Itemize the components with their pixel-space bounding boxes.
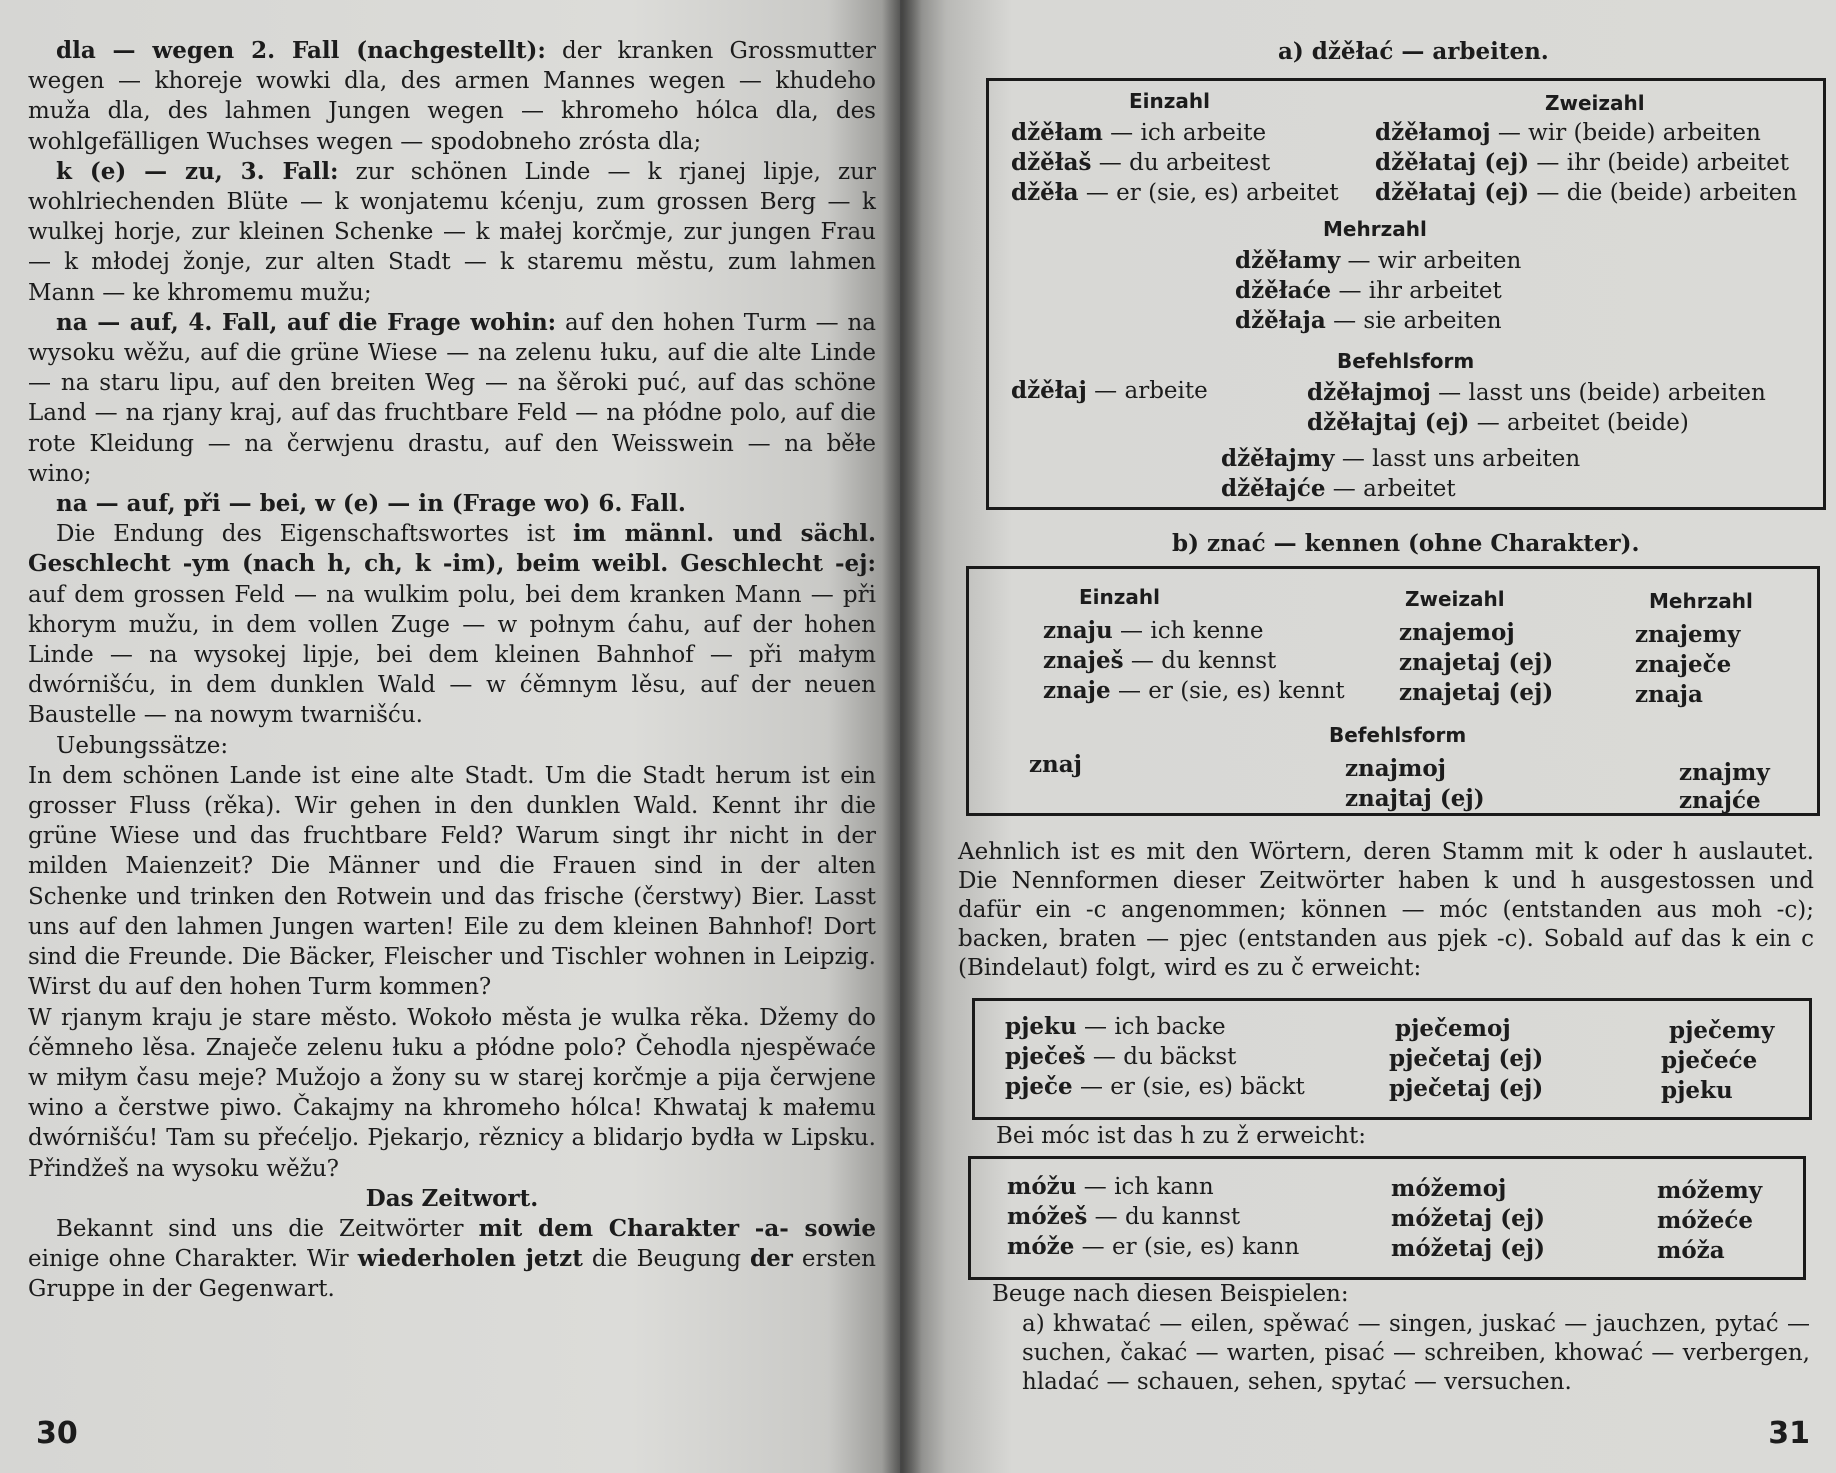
befehl-2: džěłajmoj — lasst uns (beide) arbeiten (1307, 379, 1766, 406)
left-paragraph: Das Zeitwort. (365, 1184, 539, 1212)
einzahl-1: znaju — ich kenne (1043, 617, 1264, 644)
zweizahl-2: džěłataj (ej) — ihr (beide) arbeitet (1375, 149, 1789, 176)
left-paragraph: Die Endung des Eigenschaftswortes ist im männl. und sächl. Geschlecht -ym (nach h, ch, k -im), beim weibl. Geschlecht -ej: auf dem grossen Feld — na wulkim polu, bei dem kranken Mann — při khorym mužu, in dem vollen Zuge — w połnym ćahu, auf der hohen Linde — na wysokej lipje, bei dem kleinen Bahnhof — při małym dwórnišću, in dem dunklen Wald — w ćěmnym lěsu, auf der neuen Baustelle — na nowym twarnišću. (28, 520, 876, 729)
mehrzahl-2: móžeće (1657, 1207, 1754, 1234)
conjugation-box-arbeiten (986, 78, 1826, 510)
book-gutter (882, 0, 922, 1473)
zweizahl-3: džěłataj (ej) — die (beide) arbeiten (1375, 179, 1798, 206)
zweizahl-2: pječetaj (ej) (1389, 1045, 1544, 1072)
section-title-b: b) znać — kennen (ohne Charakter). (1172, 530, 1640, 557)
left-paragraph: dla — wegen 2. Fall (nachgestellt): der kranken Grossmutter wegen — khoreje wowki dla, des armen Mannes wegen — khudeho muža dla, des lahmen Jungen wegen — khromeho hólca dla, des wohlgefälligen Wuchses wegen — spodobneho zrósta dla; (28, 37, 876, 155)
zweizahl-2: znajetaj (ej) (1399, 649, 1554, 676)
left-paragraph: na — auf, 4. Fall, auf die Frage wohin: auf den hohen Turm — na wysoku wěžu, auf die grüne Wiese — na zelenu łuku, auf die alte Linde — na staru lipu, auf den breiten Weg — na šěroki puć, auf das schöne Land — na rjany kraj, auf das fruchtbare Feld — na płódne polo, auf die rote Kleidung — na čerwjenu drastu, auf den Weisswein — na běłe wino; (28, 308, 876, 487)
header-mehrzahl: Mehrzahl (1649, 589, 1753, 613)
page-number-right: 31 (1768, 1416, 1810, 1451)
page-number-left: 30 (36, 1416, 78, 1451)
mehrzahl-3: pjeku (1661, 1077, 1733, 1104)
mehrzahl-1: džěłamy — wir arbeiten (1235, 247, 1522, 274)
mehrzahl-2: džěłaće — ihr arbeitet (1235, 277, 1502, 304)
conjugation-box-koennen (968, 1156, 1806, 1280)
zweizahl-1: džěłamoj — wir (beide) arbeiten (1375, 119, 1761, 146)
left-page (0, 0, 900, 1473)
mehrzahl-2: pječeće (1661, 1047, 1758, 1074)
einzahl-1: džěłam — ich arbeite (1011, 119, 1267, 146)
einzahl-2: džěłaš — du arbeitest (1011, 149, 1271, 176)
header-zweizahl: Zweizahl (1405, 587, 1505, 611)
conjugation-box-kennen (966, 566, 1820, 816)
zweizahl-1: znajemoj (1399, 619, 1515, 646)
einzahl-1: pjeku — ich backe (1005, 1013, 1226, 1040)
befehl-5: džěłajće — arbeitet (1221, 475, 1456, 502)
einzahl-3: džěła — er (sie, es) arbeitet (1011, 179, 1339, 206)
zweizahl-1: pječemoj (1395, 1015, 1511, 1042)
left-paragraph: Bekannt sind uns die Zeitwörter mit dem Charakter -a- sowie einige ohne Charakter. Wir wiederholen jetzt die Beugung der ersten Gruppe in der Gegenwart. (28, 1214, 877, 1303)
line-moc-erweicht: Bei móc ist das h zu ž erweicht: (996, 1123, 1367, 1149)
left-paragraph: In dem schönen Lande ist eine alte Stadt. Um die Stadt herum ist ein grosser Fluss (rěka). Wir gehen in den dunklen Wald. Kennt ihr die grüne Wiese und das fruchtbare Feld? Warum singt ihr nicht in der milden Maienzeit? Die Männer und die Frauen sind in der alten Schenke und trinken den Rotwein und das frische (čerstwy) Bier. Lasst uns auf den lahmen Jungen warten! Eile zu dem kleinen Bahnhof! Dort sind die Freunde. Die Bäcker, Fleischer und Tischler wohnen in Leipzig. Wirst du auf den hohen Turm kommen? (28, 762, 876, 1001)
mehrzahl-1: móžemy (1657, 1177, 1763, 1204)
befehl-5: znajće (1679, 787, 1761, 814)
befehl-1: znaj (1029, 751, 1083, 778)
header-zweizahl: Zweizahl (1545, 91, 1645, 115)
header-befehlsform: Befehlsform (1337, 349, 1475, 373)
zweizahl-3: znajetaj (ej) (1399, 679, 1554, 706)
paragraph-stem-k-h: Aehnlich ist es mit den Wörtern, deren Stamm mit k oder h auslautet. Die Nennformen dieser Zeitwörter haben k und h ausgestossen und dafür ein -c angenommen; können — móc (entstanden aus moh -c); backen, braten — pjec (entstanden aus pjek -c). Sobald auf das k ein c (Bindelaut) folgt, wird es zu č erweicht: (958, 839, 1814, 981)
befehl-3: džěłajtaj (ej) — arbeitet (beide) (1307, 409, 1689, 436)
beuge-exercise-a: a) khwatać — eilen, spěwać — singen, juskać — jauchzen, pytać — suchen, čakać — warten, pisać — schreiben, khować — verbergen, hladać — schauen, sehen, spytać — versuchen. (1022, 1311, 1810, 1395)
left-paragraph: na — auf, při — bei, w (e) — in (Frage wo) 6. Fall. (56, 490, 686, 518)
conjugation-box-backen (972, 998, 1812, 1120)
einzahl-2: móžeš — du kannst (1007, 1203, 1241, 1230)
zweizahl-3: móžetaj (ej) (1391, 1235, 1545, 1262)
right-page (900, 0, 1836, 1473)
befehl-4: znajmy (1679, 759, 1770, 786)
einzahl-3: znaje — er (sie, es) kennt (1043, 677, 1345, 704)
left-paragraph: W rjanym kraju je stare město. Wokoło města je wulka rěka. Džemy do ćěmneho lěsa. Znaječe zelenu łuku a płódne polo? Čehodla njespěwaće w miłym času meje? Mužojo a žony su w starej korčmje a pija čerwjene wino a čerstwe piwo. Čakajmy na khromeho hólca! Khwataj k małemu dwórnišću! Tam su přećeljo. Pjekarjo, rěznicy a blidarjo bydła w Lipsku. Přindžeš na wysoku wěžu? (28, 1004, 876, 1182)
einzahl-2: pječeš — du bäckst (1005, 1043, 1237, 1070)
befehl-4: džěłajmy — lasst uns arbeiten (1221, 445, 1581, 472)
einzahl-1: móžu — ich kann (1007, 1173, 1214, 1200)
header-einzahl: Einzahl (1079, 585, 1160, 609)
zweizahl-2: móžetaj (ej) (1391, 1205, 1545, 1232)
header-einzahl: Einzahl (1129, 89, 1210, 113)
mehrzahl-3: móža (1657, 1237, 1725, 1264)
mehrzahl-3: znaja (1635, 681, 1703, 708)
left-page-text (28, 36, 876, 1305)
mehrzahl-2: znaječe (1635, 651, 1732, 678)
header-mehrzahl: Mehrzahl (1323, 217, 1427, 241)
befehl-3: znajtaj (ej) (1345, 785, 1485, 812)
einzahl-2: znaješ — du kennst (1043, 647, 1277, 674)
einzahl-3: móže — er (sie, es) kann (1007, 1233, 1300, 1260)
header-befehlsform: Befehlsform (1329, 723, 1467, 747)
left-paragraph: Uebungssätze: (56, 732, 229, 759)
mehrzahl-1: pječemy (1669, 1017, 1775, 1044)
section-title-a: a) džěłać — arbeiten. (1278, 38, 1549, 65)
befehl-1: džěłaj — arbeite (1011, 377, 1208, 404)
befehl-2: znajmoj (1345, 755, 1447, 782)
beuge-instruction: Beuge nach diesen Beispielen: (992, 1281, 1349, 1307)
mehrzahl-1: znajemy (1635, 621, 1741, 648)
mehrzahl-3: džěłaja — sie arbeiten (1235, 307, 1502, 334)
zweizahl-1: móžemoj (1391, 1175, 1507, 1202)
einzahl-3: pječe — er (sie, es) bäckt (1005, 1073, 1305, 1100)
zweizahl-3: pječetaj (ej) (1389, 1075, 1544, 1102)
left-paragraph: k (e) — zu, 3. Fall: zur schönen Linde — k rjanej lipje, zur wohlriechenden Blüte — k wonjatemu kćenju, zum grossen Berg — k wulkej horje, zur kleinen Schenke — k małej korčmje, zur jungen Frau — k młodej žonje, zur alten Stadt — k staremu městu, zum lahmen Mann — ke khromemu mužu; (28, 157, 876, 306)
